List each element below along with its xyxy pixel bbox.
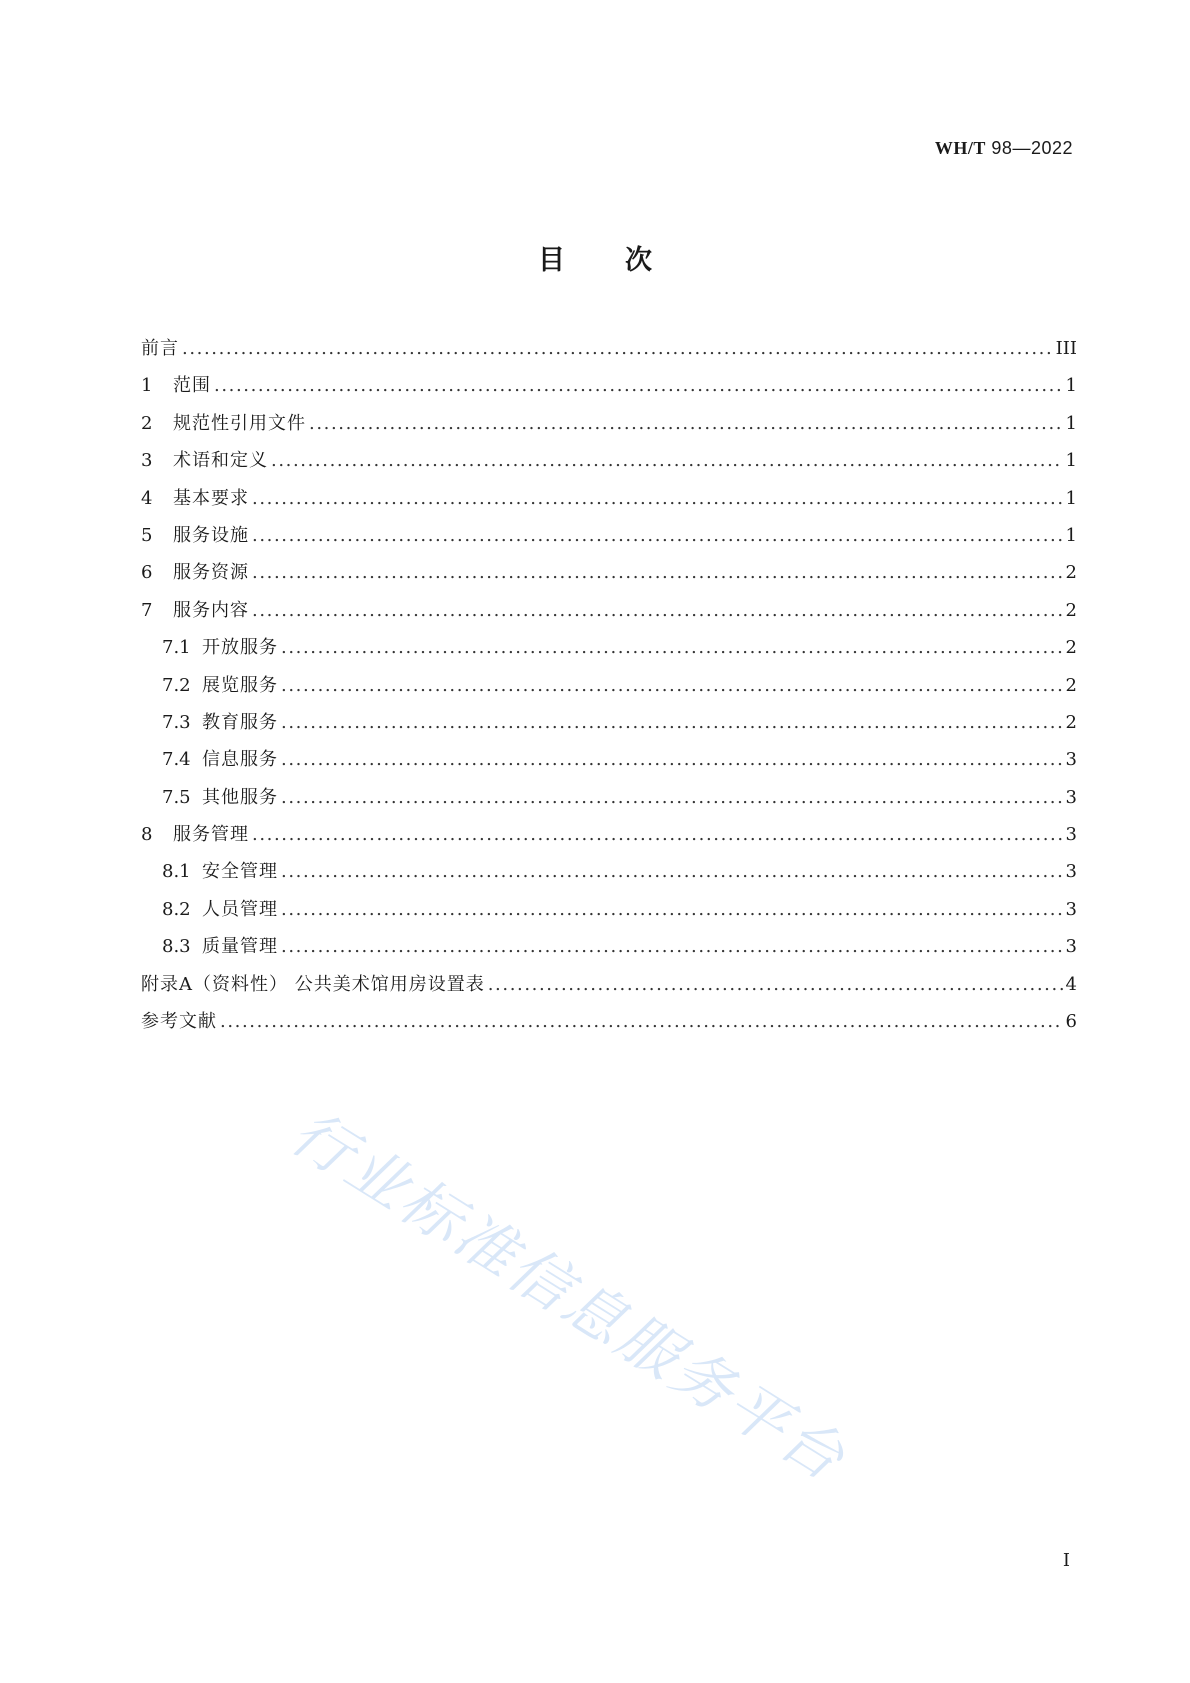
toc-entry[interactable]	[141, 371, 1077, 408]
toc-entry[interactable]	[141, 932, 1077, 969]
toc-entry-label: 范围	[173, 375, 211, 397]
toc-entry-page: 2	[1065, 674, 1077, 696]
toc-entry-page: 1	[1065, 450, 1077, 472]
toc-entry-number: 3	[141, 450, 153, 472]
toc-entry-number: 7.2	[162, 674, 191, 696]
toc-entry-label: 展览服务	[202, 674, 278, 696]
toc-entry-label: 其他服务	[202, 786, 278, 808]
toc-entry-number: 7.5	[162, 786, 191, 808]
toc-entry-number: 8	[141, 824, 153, 846]
toc-entry-label: 基本要求	[173, 487, 249, 509]
toc-entry[interactable]	[141, 671, 1077, 708]
toc-dot-leader	[220, 1011, 1063, 1032]
toc-entry[interactable]	[141, 708, 1077, 745]
toc-entry-page: 2	[1065, 711, 1077, 733]
toc-entry[interactable]	[141, 521, 1077, 558]
toc-entry-page: 1	[1065, 524, 1077, 546]
toc-entry-label: 人员管理	[202, 898, 278, 920]
toc-entry-label: 参考文献	[141, 1011, 217, 1033]
page-title: 目次	[538, 245, 712, 276]
toc-entry-label: 附录A（资料性） 公共美术馆用房设置表	[141, 973, 485, 995]
toc-entry-number: 8.1	[162, 861, 191, 883]
toc-entry-page: 2	[1065, 599, 1077, 621]
toc-entry-number: 6	[141, 562, 153, 584]
toc-entry-number: 7.1	[162, 637, 191, 659]
watermark: 行业标准信息服务平台	[278, 1097, 859, 1497]
toc-entry-label: 质量管理	[202, 936, 278, 958]
toc-entry-number: 7	[141, 599, 153, 621]
toc-dot-leader	[252, 525, 1063, 546]
toc-entry[interactable]	[141, 783, 1077, 820]
toc-entry[interactable]	[141, 895, 1077, 932]
toc-entry-page: 3	[1065, 786, 1077, 808]
standard-code-number: 98—2022	[991, 138, 1073, 158]
toc-entry-number: 2	[141, 412, 153, 434]
toc-entry-number: 1	[141, 375, 153, 397]
toc-dot-leader	[281, 675, 1063, 696]
toc-entry-label: 信息服务	[202, 749, 278, 771]
toc-entry[interactable]	[141, 484, 1077, 521]
toc-entry-label: 规范性引用文件	[173, 412, 306, 434]
toc-dot-leader	[281, 749, 1063, 770]
toc-dot-leader	[271, 450, 1063, 471]
toc-entry-label: 服务设施	[173, 524, 249, 546]
toc-dot-leader	[214, 375, 1063, 396]
toc-dot-leader	[281, 637, 1063, 658]
toc-entry-page: 2	[1065, 562, 1077, 584]
toc-entry-label: 前言	[141, 338, 179, 359]
toc-entry-page: 1	[1065, 375, 1077, 397]
toc-entry-page: 3	[1065, 936, 1077, 958]
toc-dot-leader	[252, 488, 1063, 509]
toc-entry-page: 1	[1065, 412, 1077, 434]
toc-entry[interactable]	[141, 1007, 1077, 1044]
toc-entry-label: 安全管理	[202, 861, 278, 883]
toc-entry-number: 4	[141, 487, 153, 509]
toc-dot-leader	[281, 861, 1063, 882]
toc-dot-leader	[281, 712, 1063, 733]
toc-dot-leader	[252, 600, 1063, 621]
toc-dot-leader	[281, 899, 1063, 920]
toc-entry-number: 7.4	[162, 749, 191, 771]
toc-entry[interactable]	[141, 745, 1077, 782]
toc-entry-page: 1	[1065, 487, 1077, 509]
toc-dot-leader	[488, 974, 1063, 995]
toc-entry[interactable]	[141, 820, 1077, 857]
table-of-contents	[141, 334, 1077, 1044]
toc-entry-number: 7.3	[162, 711, 191, 733]
toc-dot-leader	[309, 413, 1063, 434]
toc-entry-page: 2	[1065, 637, 1077, 659]
toc-dot-leader	[182, 338, 1053, 359]
toc-entry-label: 开放服务	[202, 637, 278, 659]
toc-entry[interactable]	[141, 970, 1077, 1007]
toc-dot-leader	[281, 787, 1063, 808]
toc-entry-page: 3	[1065, 861, 1077, 883]
toc-entry-label: 服务内容	[173, 599, 249, 621]
toc-entry-page: 3	[1065, 824, 1077, 846]
toc-entry[interactable]	[141, 633, 1077, 670]
toc-dot-leader	[252, 562, 1063, 583]
standard-code	[935, 138, 1073, 159]
toc-entry-page: 6	[1065, 1011, 1077, 1033]
toc-entry[interactable]	[141, 409, 1077, 446]
toc-dot-leader	[252, 824, 1063, 845]
standard-code-prefix: WH/T	[934, 138, 986, 158]
toc-entry-number: 5	[141, 524, 153, 546]
toc-entry-label: 教育服务	[202, 711, 278, 733]
toc-entry-label: 服务资源	[173, 562, 249, 584]
toc-entry[interactable]	[141, 446, 1077, 483]
toc-dot-leader	[281, 936, 1063, 957]
toc-entry-label: 术语和定义	[173, 450, 268, 472]
toc-entry-number: 8.3	[162, 936, 191, 958]
toc-entry-page: III	[1055, 338, 1077, 359]
toc-entry-page: 4	[1065, 973, 1077, 995]
toc-entry-page: 3	[1065, 898, 1077, 920]
page-number: I	[1062, 1550, 1070, 1571]
toc-entry[interactable]	[141, 857, 1077, 894]
toc-entry[interactable]	[141, 334, 1077, 371]
toc-entry-label: 服务管理	[173, 824, 249, 846]
toc-entry-number: 8.2	[162, 898, 191, 920]
toc-entry[interactable]	[141, 596, 1077, 633]
toc-entry-page: 3	[1065, 749, 1077, 771]
toc-entry[interactable]	[141, 558, 1077, 595]
